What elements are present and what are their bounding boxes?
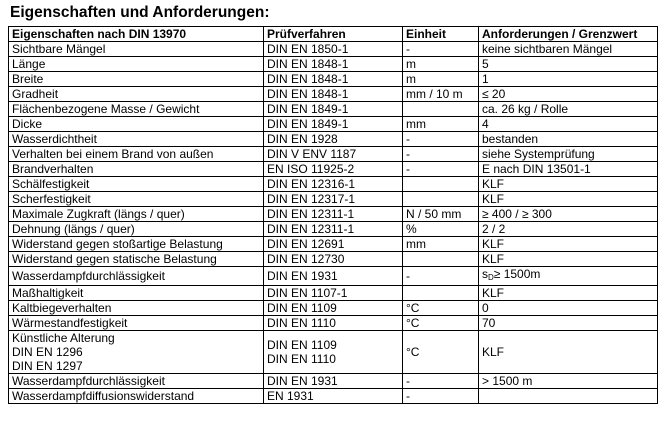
table-row (9, 192, 658, 207)
cell-method: DIN EN 12730 (264, 252, 403, 267)
table-row (9, 42, 658, 57)
cell-method: DIN EN 1848-1 (264, 87, 403, 102)
cell-method: DIN EN 1849-1 (264, 102, 403, 117)
cell-unit (403, 102, 479, 117)
cell-property: Dicke (9, 117, 264, 132)
sd-symbol: s (482, 267, 488, 281)
cell-method: DIN EN 12691 (264, 237, 403, 252)
cell-property: Maximale Zugkraft (längs / quer) (9, 207, 264, 222)
cell-method: DIN V ENV 1187 (264, 147, 403, 162)
cell-method: DIN EN 1107-1 (264, 286, 403, 301)
cell-unit (403, 192, 479, 207)
cell-unit: - (403, 389, 479, 404)
cell-property: Kaltbiegeverhalten (9, 301, 264, 316)
cell-requirement: 4 (479, 117, 658, 132)
cell-requirement: 5 (479, 57, 658, 72)
table-header-row (9, 27, 658, 42)
cell-property: Maßhaltigkeit (9, 286, 264, 301)
sd-subscript: D (488, 273, 494, 282)
aging-standard: DIN EN 1296 (12, 345, 83, 359)
cell-method (264, 331, 403, 374)
cell-requirement: bestanden (479, 132, 658, 147)
cell-requirement: E nach DIN 13501-1 (479, 162, 658, 177)
header-property: Eigenschaften nach DIN 13970 (9, 27, 264, 42)
table-row (9, 389, 658, 404)
cell-property: Wasserdampfdiffusionswiderstand (9, 389, 264, 404)
cell-method: DIN EN 1110 (264, 316, 403, 331)
cell-unit: - (403, 267, 479, 286)
cell-method: DIN EN 12317-1 (264, 192, 403, 207)
cell-method: DIN EN 1850-1 (264, 42, 403, 57)
cell-unit (403, 286, 479, 301)
cell-unit: - (403, 147, 479, 162)
cell-unit: - (403, 42, 479, 57)
cell-requirement: KLF (479, 192, 658, 207)
cell-property: Länge (9, 57, 264, 72)
cell-requirement: ≥ 400 / ≥ 300 (479, 207, 658, 222)
cell-method: DIN EN 1849-1 (264, 117, 403, 132)
cell-unit: mm (403, 237, 479, 252)
table-row (9, 132, 658, 147)
table-row (9, 222, 658, 237)
cell-method: DIN EN 1931 (264, 267, 403, 286)
table-row (9, 102, 658, 117)
cell-method: DIN EN 1109 (264, 301, 403, 316)
cell-requirement: KLF (479, 177, 658, 192)
cell-property: Sichtbare Mängel (9, 42, 264, 57)
cell-requirement: KLF (479, 252, 658, 267)
page-title: Eigenschaften und Anforderungen: (10, 4, 270, 21)
table-row (9, 207, 658, 222)
cell-unit: - (403, 162, 479, 177)
cell-requirement: KLF (479, 286, 658, 301)
cell-requirement: KLF (479, 331, 658, 374)
header-unit: Einheit (403, 27, 479, 42)
cell-method: DIN EN 1931 (264, 374, 403, 389)
cell-property: Scherfestigkeit (9, 192, 264, 207)
cell-unit: mm / 10 m (403, 87, 479, 102)
header-requirement: Anforderungen / Grenzwert (479, 27, 658, 42)
table-row (9, 87, 658, 102)
cell-requirement: 0 (479, 301, 658, 316)
cell-property (9, 331, 264, 374)
cell-property: Widerstand gegen statische Belastung (9, 252, 264, 267)
cell-method: DIN EN 1848-1 (264, 57, 403, 72)
table-row (9, 117, 658, 132)
cell-property: Verhalten bei einem Brand von außen (9, 147, 264, 162)
table-row (9, 374, 658, 389)
cell-property: Dehnung (längs / quer) (9, 222, 264, 237)
cell-requirement: keine sichtbaren Mängel (479, 42, 658, 57)
cell-method: DIN EN 1928 (264, 132, 403, 147)
aging-label: Künstliche Alterung (12, 331, 115, 345)
table-row (9, 252, 658, 267)
cell-property: Schälfestigkeit (9, 177, 264, 192)
cell-property: Wasserdampfdurchlässigkeit (9, 267, 264, 286)
cell-property: Breite (9, 72, 264, 87)
table-row (9, 177, 658, 192)
cell-method: DIN EN 12311-1 (264, 207, 403, 222)
cell-property: Wärmestandfestigkeit (9, 316, 264, 331)
cell-requirement: ca. 26 kg / Rolle (479, 102, 658, 117)
cell-unit: mm (403, 117, 479, 132)
cell-method: DIN EN 1848-1 (264, 72, 403, 87)
cell-requirement: KLF (479, 237, 658, 252)
table-row (9, 57, 658, 72)
cell-unit: m (403, 72, 479, 87)
table-row (9, 162, 658, 177)
cell-requirement: 70 (479, 316, 658, 331)
cell-requirement: 2 / 2 (479, 222, 658, 237)
cell-unit: - (403, 374, 479, 389)
cell-property: Flächenbezogene Masse / Gewicht (9, 102, 264, 117)
cell-property: Brandverhalten (9, 162, 264, 177)
cell-requirement (479, 267, 658, 286)
cell-unit (403, 252, 479, 267)
table-row (9, 286, 658, 301)
properties-table (8, 26, 658, 404)
cell-method: DIN EN 12316-1 (264, 177, 403, 192)
table-row (9, 331, 658, 374)
cell-requirement: > 1500 m (479, 374, 658, 389)
cell-unit: m (403, 57, 479, 72)
cell-unit: % (403, 222, 479, 237)
sd-value: ≥ 1500m (493, 267, 541, 281)
cell-requirement: ≤ 20 (479, 87, 658, 102)
cell-method: EN 1931 (264, 389, 403, 404)
cell-property: Widerstand gegen stoßartige Belastung (9, 237, 264, 252)
cell-unit: N / 50 mm (403, 207, 479, 222)
cell-unit: °C (403, 301, 479, 316)
cell-property: Wasserdampfdurchlässigkeit (9, 374, 264, 389)
header-test-method: Prüfverfahren (264, 27, 403, 42)
table-row (9, 237, 658, 252)
table-row (9, 316, 658, 331)
aging-standard: DIN EN 1297 (12, 359, 83, 373)
cell-unit (403, 177, 479, 192)
table-row (9, 267, 658, 286)
aging-method: DIN EN 1109 (267, 338, 337, 352)
cell-unit: °C (403, 316, 479, 331)
cell-property: Wasserdichtheit (9, 132, 264, 147)
cell-property: Gradheit (9, 87, 264, 102)
table-row (9, 72, 658, 87)
cell-method: EN ISO 11925-2 (264, 162, 403, 177)
aging-method: DIN EN 1110 (267, 352, 336, 366)
cell-unit: - (403, 132, 479, 147)
table-row (9, 147, 658, 162)
cell-requirement (479, 389, 658, 404)
cell-requirement: 1 (479, 72, 658, 87)
cell-requirement: siehe Systemprüfung (479, 147, 658, 162)
cell-unit: °C (403, 331, 479, 374)
cell-method: DIN EN 12311-1 (264, 222, 403, 237)
table-row (9, 301, 658, 316)
